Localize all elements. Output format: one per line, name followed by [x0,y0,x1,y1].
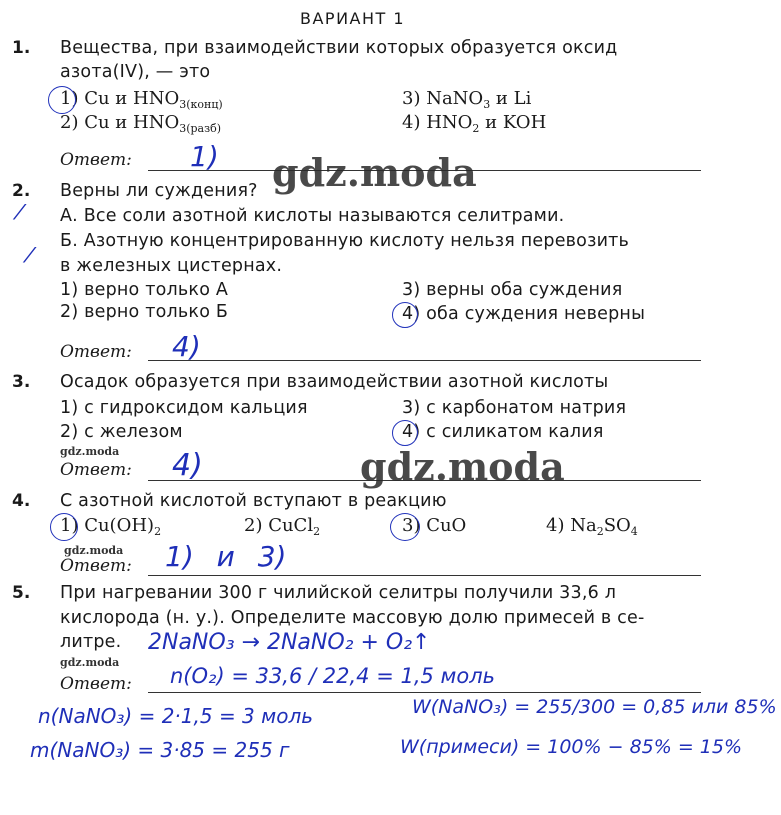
q5-text-line3: литре. [60,632,122,652]
q1-option-3: 3) NaNO$_3$ и Li [402,88,532,111]
q1-text-line2: азота(IV), — это [60,62,211,82]
q1-selection-circle [48,86,76,114]
q1-answer-label: Ответ: [60,150,132,170]
q2-mark-a: ⁄ [18,200,22,224]
q4-option-4: 4) $Na_2SO_4$ [546,515,638,538]
q4-selection-circle-3 [390,513,420,541]
q2-answer-line [148,360,701,361]
q5-handwritten-n-o2: n(O₂) = 33,6 / 22,4 = 1,5 моль [170,664,496,688]
q5-text-line1: При нагревании 300 г чилийской селитры получили 33,6 л [60,583,617,603]
q1-option-2: 2) Cu и $HNO_{3(разб)}$ [60,112,222,135]
q4-answer-line [148,575,701,576]
page-title: ВАРИАНТ 1 [300,9,406,28]
q3-option-2: 2) с железом [60,422,183,442]
q4-number: 4. [12,491,31,511]
watermark-small-3: gdz.moda [60,656,120,669]
q4-answer-handwritten: 1) и 3) [165,540,287,573]
q2-text-line4: в железных цистернах. [60,256,283,276]
q5-answer-label: Ответ: [60,674,132,694]
q5-number: 5. [12,583,31,603]
q2-text-line3: Б. Азотную концентрированную кислоту нельзя перевозить [60,231,630,251]
q3-text-line1: Осадок образуется при взаимодействии азотной кислоты [60,372,609,392]
q5-handwritten-w-nano3: W(NaNO₃) = 255/300 = 0,85 или 85% [412,696,777,718]
q3-option-1: 1) с гидроксидом кальция [60,398,308,418]
q4-option-3: 3) CuO [402,515,467,536]
watermark-middle: gdz.moda [360,444,565,489]
q4-text-line1: С азотной кислотой вступают в реакцию [60,491,447,511]
q1-option-1: 1) Cu и $HNO_{3(конц)}$ [60,88,223,111]
q5-answer-line [148,692,701,693]
q5-handwritten-equation: 2NaNO₃ → 2NaNO₂ + O₂↑ [148,630,431,655]
q1-text-line1: Вещества, при взаимодействии которых образуется оксид [60,38,618,58]
q2-answer-handwritten: 4) [172,330,201,363]
q2-text-line1: Верны ли суждения? [60,181,258,201]
q3-option-3: 3) с карбонатом натрия [402,398,627,418]
q1-answer-handwritten: 1) [190,140,219,173]
q4-option-1: 1) $Cu(OH)_2$ [60,515,162,538]
q3-number: 3. [12,372,31,392]
q5-handwritten-w-impurities: W(примеси) = 100% − 85% = 15% [400,736,743,758]
q2-text-line2: А. Все соли азотной кислоты называются селитрами. [60,206,565,226]
q3-answer-handwritten: 4) [172,448,203,483]
q5-handwritten-n-nano3: n(NaNO₃) = 2·1,5 = 3 моль [38,704,314,728]
q5-handwritten-m-nano3: m(NaNO₃) = 3·85 = 255 г [30,738,290,762]
watermark-top: gdz.moda [272,150,477,195]
q2-mark-b: ⁄ [28,243,32,267]
q4-option-2: 2) CuCl$_2$ [244,515,321,538]
q2-answer-label: Ответ: [60,342,132,362]
q3-answer-label: Ответ: [60,460,132,480]
q1-number: 1. [12,38,31,58]
watermark-small-2: gdz.moda [64,544,124,557]
q2-number: 2. [12,181,31,201]
q2-option-3: 3) верны оба суждения [402,280,623,300]
q2-option-4: 4) оба суждения неверны [402,304,646,324]
q4-selection-circle-1 [50,513,78,541]
watermark-small-1: gdz.moda [60,445,120,458]
q3-selection-circle [392,420,418,446]
q2-option-1: 1) верно только А [60,280,229,300]
q2-option-2: 2) верно только Б [60,302,229,322]
q5-text-line2: кислорода (н. у.). Определите массовую долю примесей в се- [60,608,645,628]
q4-answer-label: Ответ: [60,556,132,576]
q3-option-4: 4) с силикатом калия [402,422,604,442]
q1-option-4: 4) $HNO_2$ и KOH [402,112,547,135]
q2-selection-circle [392,302,418,328]
